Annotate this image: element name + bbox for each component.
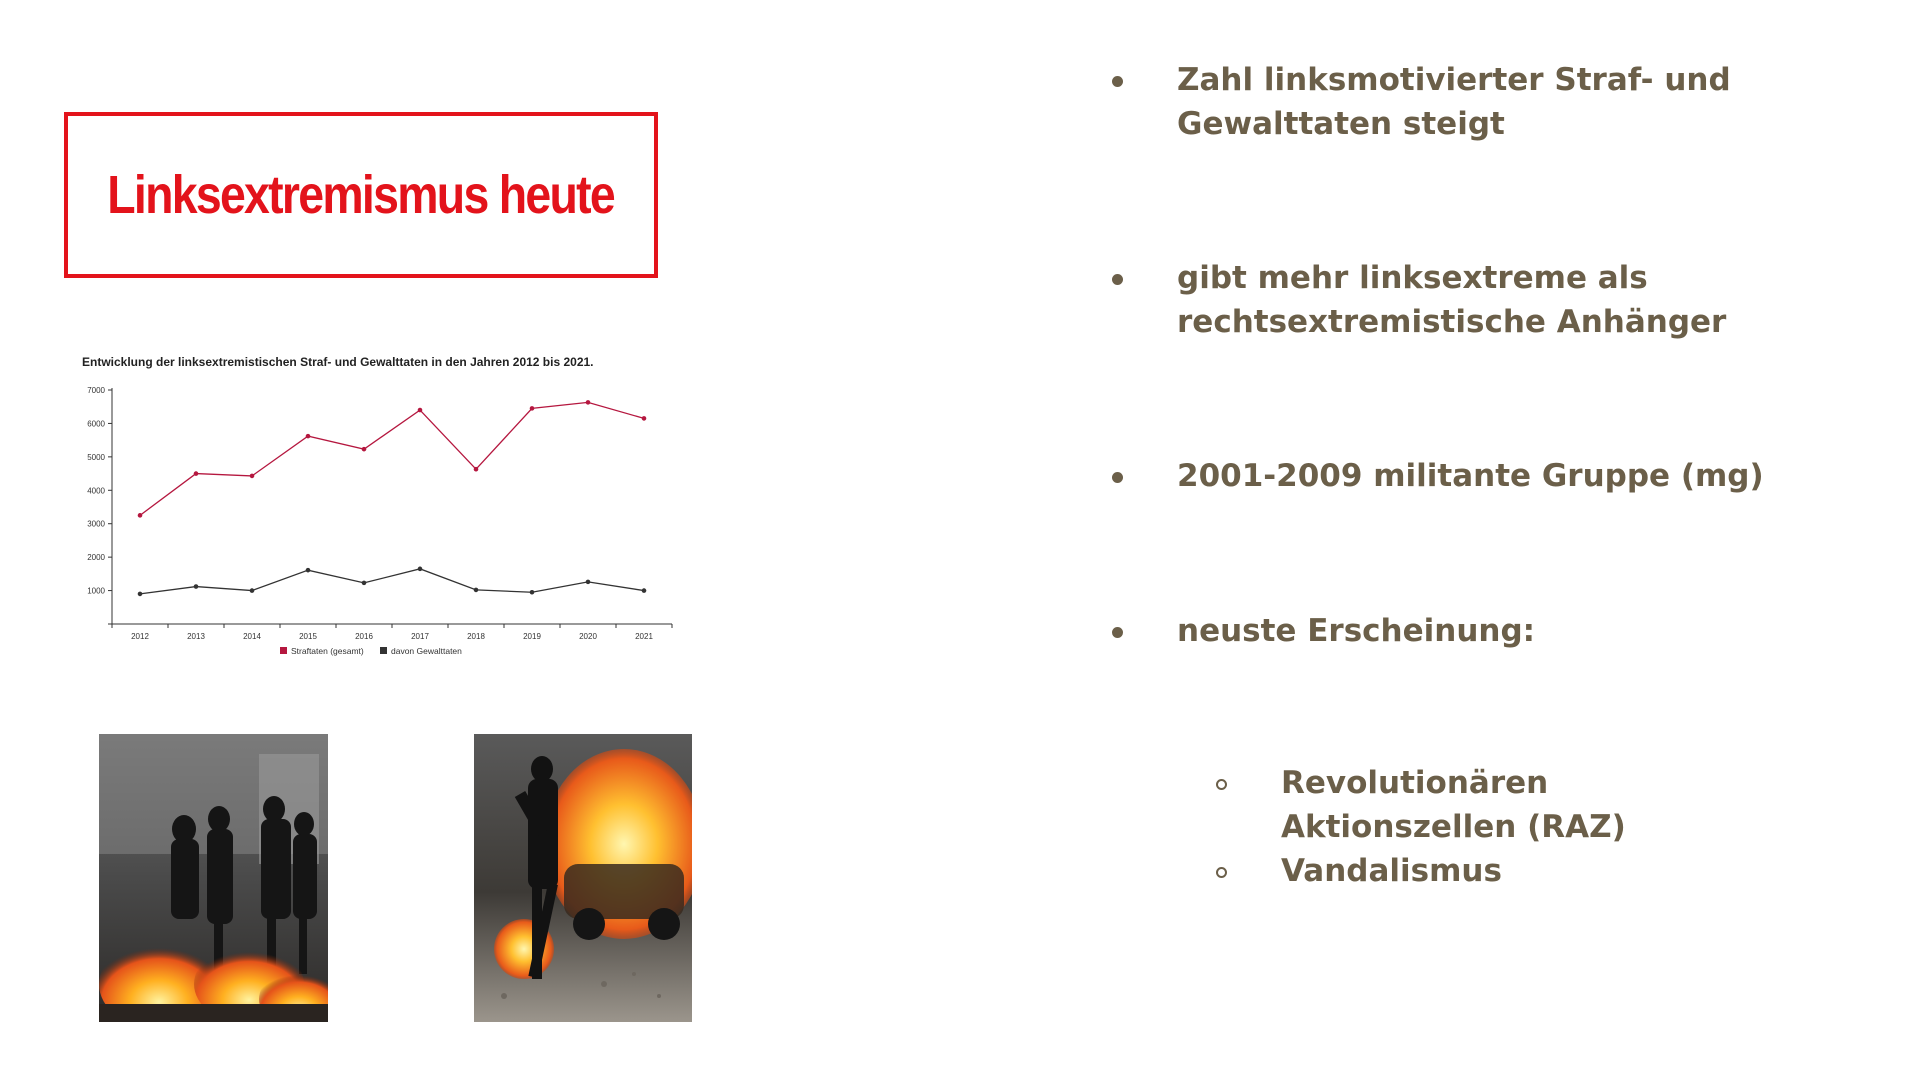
data-point (362, 447, 367, 452)
sub-bullet-text: Revolutionären (1281, 765, 1549, 801)
slide-title: Linksextremismus heute (107, 165, 615, 225)
riot-photo-burning-car (474, 734, 692, 1022)
bullet-text: neuste Erscheinung: (1177, 613, 1536, 649)
data-point (586, 580, 591, 585)
x-tick-label: 2021 (635, 632, 653, 641)
x-tick-label: 2012 (131, 632, 149, 641)
y-tick-label: 2000 (87, 553, 105, 563)
photo-icon (474, 734, 692, 1022)
photo-icon (99, 734, 328, 1022)
data-point (418, 408, 423, 413)
bullet-dot-icon (1112, 274, 1123, 285)
data-point (250, 588, 255, 593)
bullet-ring-icon (1216, 867, 1227, 878)
chart-title: Entwicklung der linksextremistischen Straf- und Gewalttaten in den Jahren 2012 bis 2021. (82, 355, 594, 369)
y-tick-label: 6000 (87, 419, 105, 429)
y-tick-label: 1000 (87, 586, 105, 596)
line-chart (70, 380, 680, 656)
bullet-item (1112, 609, 1535, 653)
bullet-item (1112, 256, 1726, 344)
data-point (138, 513, 143, 518)
series-line-0 (140, 402, 644, 515)
x-tick-label: 2017 (411, 632, 429, 641)
x-tick-label: 2018 (467, 632, 485, 641)
bullet-ring-icon (1216, 779, 1227, 790)
data-point (642, 588, 647, 593)
data-point (642, 416, 647, 421)
data-point (250, 474, 255, 479)
y-tick-label: 3000 (87, 519, 105, 529)
data-point (362, 581, 367, 586)
data-point (138, 592, 143, 597)
bullet-text: Zahl linksmotivierter Straf- und (1177, 62, 1731, 98)
sub-bullet-text: Aktionszellen (RAZ) (1281, 809, 1626, 845)
data-point (586, 400, 591, 405)
bullet-dot-icon (1112, 76, 1123, 87)
bullet-item (1112, 58, 1731, 146)
x-tick-label: 2014 (243, 632, 261, 641)
sub-bullet-item (1216, 761, 1626, 849)
riot-photo-fire-street (99, 734, 328, 1022)
bullet-text: rechtsextremistische Anhänger (1177, 304, 1727, 340)
legend-swatch (280, 647, 287, 654)
legend-label: Straftaten (gesamt) (291, 646, 364, 656)
y-tick-label: 5000 (87, 452, 105, 462)
bullet-text: 2001-2009 militante Gruppe (mg) (1177, 458, 1764, 494)
data-point (530, 590, 535, 595)
data-point (418, 567, 423, 572)
x-tick-label: 2016 (355, 632, 373, 641)
x-tick-label: 2013 (187, 632, 205, 641)
data-point (474, 467, 479, 472)
y-tick-label: 7000 (87, 386, 105, 395)
bullet-dot-icon (1112, 472, 1123, 483)
data-point (530, 406, 535, 411)
bullet-item (1112, 454, 1764, 498)
x-tick-label: 2015 (299, 632, 317, 641)
title-box (64, 112, 658, 278)
data-point (194, 471, 199, 476)
bullet-text: gibt mehr linksextreme als (1177, 260, 1648, 296)
data-point (474, 588, 479, 593)
data-point (306, 568, 311, 573)
data-point (306, 434, 311, 439)
legend-label: davon Gewalttaten (391, 646, 462, 656)
sub-bullet-item (1216, 849, 1502, 893)
bullet-text: Gewalttaten steigt (1177, 106, 1505, 142)
data-point (194, 584, 199, 589)
y-tick-label: 4000 (87, 486, 105, 496)
x-tick-label: 2019 (523, 632, 541, 641)
series-line-1 (140, 569, 644, 594)
legend-swatch (380, 647, 387, 654)
sub-bullet-text: Vandalismus (1281, 853, 1502, 889)
x-tick-label: 2020 (579, 632, 597, 641)
bullet-dot-icon (1112, 627, 1123, 638)
